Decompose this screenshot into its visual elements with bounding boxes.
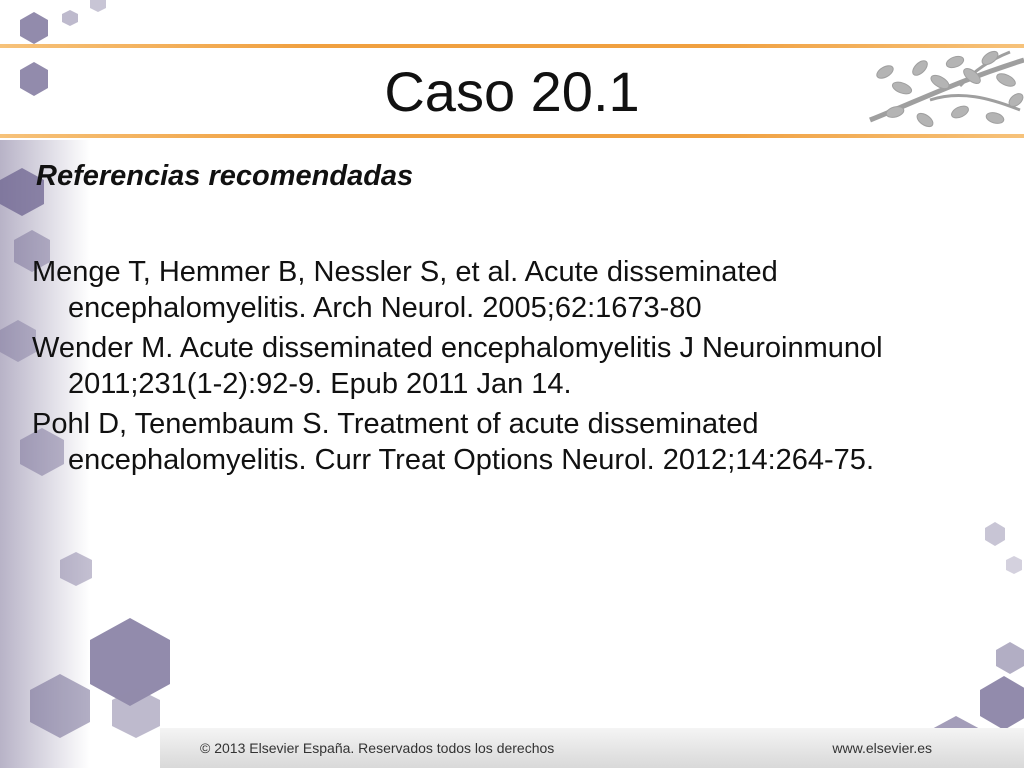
reference-item: Pohl D, Tenembaum S. Treatment of acute disseminated encephalomyelitis. Curr Treat Options Neurol. 2012;14:264-75. [32, 408, 874, 476]
footer-website: www.elsevier.es [832, 740, 932, 756]
reference-item: Wender M. Acute disseminated encephalomyelitis J Neuroinmunol 2011;231(1-2):92-9. Epub 2011 Jan 14. [32, 332, 883, 400]
section-heading: Referencias recomendadas [36, 160, 414, 192]
top-accent-line [0, 44, 1024, 48]
reference-item: Menge T, Hemmer B, Nessler S, et al. Acute disseminated encephalomyelitis. Arch Neurol. 2005;62:1673-80 [32, 256, 778, 324]
footer-copyright: © 2013 Elsevier España. Reservados todos los derechos [200, 740, 555, 756]
slide-title: Caso 20.1 [384, 60, 640, 123]
reference-list [32, 254, 987, 482]
title-underline [0, 134, 1024, 138]
